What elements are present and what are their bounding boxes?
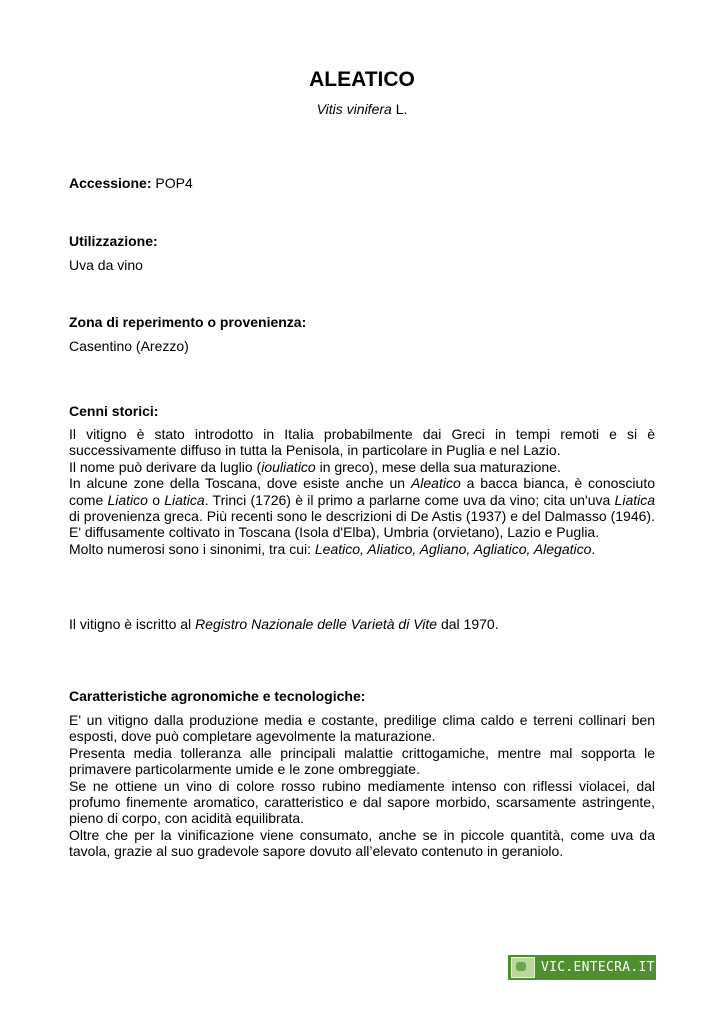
caratteristiche-text	[69, 712, 655, 860]
caratteristiche-p2: Presenta media tolleranza alle principali malattie crittogamiche, mentre mal sopporta le primavere particolarmente umide e le zone ombreggiate.	[69, 744, 655, 778]
accessione-label: Accessione:	[69, 175, 152, 191]
cenni-text	[69, 426, 655, 557]
cenni-p5-b: Leatico, Aliatico, Agliano, Agliatico, Alegatico	[314, 540, 592, 557]
caratteristiche-p3: Se ne ottiene un vino di colore rosso rubino mediamente intenso con riflessi violacei, dal profumo finemente aromatico, caratteristico e dal sapore morbido, scarsamente astringente, pieno di corpo, con acidità equilibrata.	[69, 777, 655, 827]
utilizzazione-value: Uva da vino	[69, 257, 143, 273]
caratteristiche-p4: Oltre che per la vinificazione viene consumato, anche se in piccole quantità, come uva da tavola, grazie al suo gradevole sapore dovuto all’elevato contenuto in geraniolo.	[69, 826, 655, 860]
cenni-p5	[69, 541, 655, 557]
registro-line	[69, 616, 499, 632]
cenni-p2-b: iouliatico	[261, 458, 316, 475]
registro-a: Il vitigno è iscritto al	[69, 616, 196, 632]
caratteristiche-label: Caratteristiche agronomiche e tecnologiche:	[69, 688, 366, 704]
logo-text: VIC.ENTECRA.IT	[541, 960, 655, 975]
registro-b: Registro Nazionale delle Varietà di Vite	[195, 616, 438, 632]
cenni-p3	[69, 475, 655, 524]
accessione-row	[69, 175, 193, 191]
species-name	[0, 101, 724, 117]
caratteristiche-p1: E' un vitigno dalla produzione media e costante, predilige clima caldo e terreni collinari ben esposti, dove può completare agevolmente la maturazione.	[69, 712, 655, 745]
zona-label: Zona di reperimento o provenienza:	[69, 314, 307, 330]
cenni-label: Cenni storici:	[69, 403, 159, 419]
vic-entecra-logo	[508, 955, 656, 980]
cenni-p4: E' diffusamente coltivato in Toscana (Isola d'Elba), Umbria (orvietano), Lazio e Puglia.	[69, 524, 600, 541]
cenni-p3-g: . Trinci (1726) è il primo a parlarne come uva da vino; cita un'uva	[204, 491, 615, 508]
cenni-p1: Il vitigno è stato introdotto in Italia probabilmente dai Greci in tempi remoti e si è successivamente diffuso in tutta la Penisola, in particolare in Puglia e nel Lazio.	[69, 426, 655, 459]
cenni-p2-c: in greco), mese della sua maturazione.	[315, 458, 561, 475]
zona-value: Casentino (Arezzo)	[69, 338, 189, 354]
logo-icon	[511, 957, 535, 978]
page-title: ALEATICO	[309, 68, 415, 91]
cenni-p3-d: Liatico	[107, 491, 148, 508]
species-author: L.	[391, 101, 408, 117]
species-italic: Vitis vinifera	[316, 101, 392, 117]
cenni-p3-a: In alcune zone della Toscana, dove esiste anche un	[69, 475, 411, 492]
cenni-p2	[69, 459, 655, 475]
cenni-p3-e: o	[147, 491, 165, 508]
cenni-p3-f: Liatica	[164, 491, 205, 508]
cenni-p2-a: Il nome può derivare da luglio (	[69, 458, 262, 475]
accessione-value: POP4	[151, 175, 193, 191]
cenni-p3-h: Liatica	[614, 491, 656, 508]
cenni-p5-a: Molto numerosi sono i sinonimi, tra cui:	[69, 540, 315, 557]
cenni-p3-i: di provenienza greca. Più recenti sono le descrizioni di De Astis (1937) e del Dalmasso (1946).	[69, 508, 655, 525]
cenni-p3-c: a bacca bianca, è conosciuto come	[69, 475, 655, 508]
cenni-p3-b: Aleatico	[410, 475, 461, 492]
registro-c: dal 1970.	[437, 616, 499, 632]
utilizzazione-label: Utilizzazione:	[69, 233, 158, 249]
cenni-p5-c: .	[591, 540, 596, 557]
